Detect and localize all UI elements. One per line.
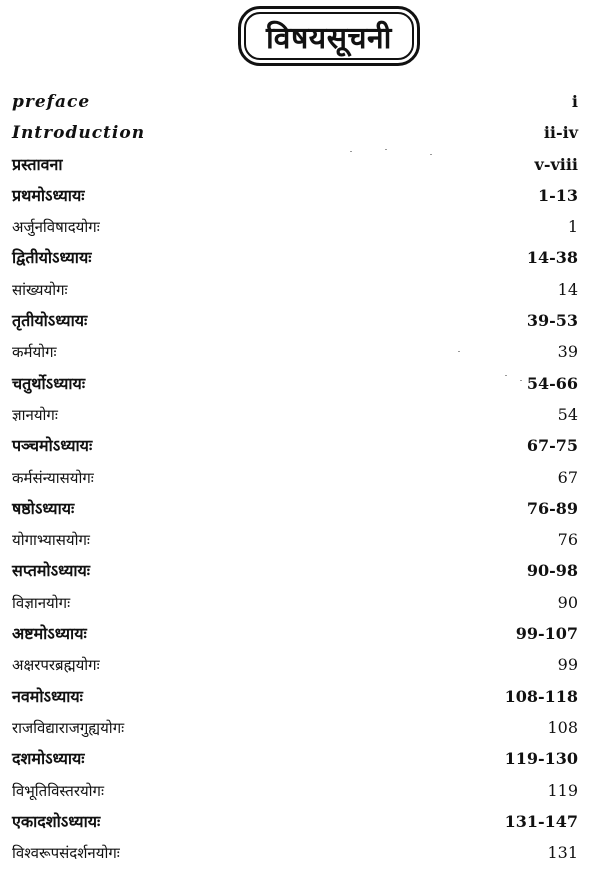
toc-entry [12,180,578,211]
toc-entry [12,493,578,524]
toc-entry [12,336,578,367]
toc-entry [12,681,578,712]
toc-entry [12,743,578,774]
toc-entry [12,368,578,399]
toc-entry [12,86,578,117]
toc-entry-page: 90 [557,592,578,612]
toc-entry-page: 1-13 [537,185,578,205]
toc-entry-label: सांख्ययोगः [12,280,68,299]
toc-entry-label: पञ्चमोऽध्यायः [12,436,93,456]
toc-entry [12,274,578,305]
toc-entry-page: i [571,92,578,111]
toc-entry-page: 131-147 [504,811,578,831]
scan-speck [458,351,460,352]
toc-entry-page: ii-iv [543,123,578,143]
toc-entry [12,837,578,868]
toc-entry-label: तृतीयोऽध्यायः [12,311,88,331]
toc-entry-page: v-viii [534,154,578,174]
page-title-frame [238,6,420,66]
toc-entry-label: द्वितीयोऽध्यायः [12,248,92,268]
toc-entry [12,305,578,336]
toc-entry-page: 119-130 [504,749,578,769]
toc-entry-page: 39 [557,342,578,362]
toc-entry-label: दशमोऽध्यायः [12,749,85,769]
toc-entry-page: 67 [557,467,578,487]
toc-entry [12,211,578,242]
toc-entry [12,430,578,461]
toc-entry-page: 14-38 [526,248,578,268]
scan-speck [350,151,352,152]
toc-entry-label: विभूतिविस्तरयोगः [12,781,105,800]
scan-speck [430,154,432,155]
toc-entry-label: अर्जुनविषादयोगः [12,218,100,237]
toc-entry-label: एकादशोऽध्यायः [12,811,101,831]
page-title: विषयसूचनी [266,20,392,56]
toc-entry [12,587,578,618]
toc-entry-label: चतुर्थोऽध्यायः [12,373,86,393]
toc-entry [12,149,578,180]
toc-entry-page: 1 [567,217,578,237]
toc-entry-label: प्रस्तावना [12,154,63,174]
toc-entry-label: षष्ठोऽध्यायः [12,498,75,518]
toc-entry-label: प्रथमोऽध्यायः [12,185,85,205]
toc-entry [12,712,578,743]
toc-entry-page: 90-98 [526,561,578,581]
toc-entry-page: 131 [547,843,578,863]
toc-entry-label: राजविद्याराजगुह्ययोगः [12,718,125,737]
toc-entry-page: 108 [547,717,578,737]
toc-entry-label: विश्वरूपसंदर्शनयोगः [12,844,120,863]
toc-entry-page: 119 [547,780,578,800]
toc-entry-label: Introduction [12,123,146,144]
toc-entry-page: 76 [557,530,578,550]
toc-entry-label: ज्ञानयोगः [12,405,58,424]
scan-speck [385,149,387,150]
toc-entry-label: नवमोऽध्यायः [12,686,83,706]
toc-entry-page: 54-66 [526,373,578,393]
table-of-contents [12,86,578,868]
toc-entry-page: 99-107 [515,624,578,644]
toc-entry-page: 14 [557,279,578,299]
toc-entry-label: अष्टमोऽध्यायः [12,624,87,644]
toc-entry-label: योगाभ्यासयोगः [12,531,90,550]
toc-entry-label: preface [12,92,91,112]
toc-entry-page: 67-75 [526,436,578,456]
toc-entry-page: 76-89 [526,498,578,518]
toc-entry [12,242,578,273]
toc-entry-label: कर्मयोगः [12,343,57,362]
toc-entry-label: विज्ञानयोगः [12,593,71,612]
toc-entry-label: अक्षरपरब्रह्मयोगः [12,656,100,675]
toc-entry-label: सप्तमोऽध्यायः [12,561,91,581]
scan-speck [505,375,507,376]
toc-entry [12,462,578,493]
toc-entry-page: 39-53 [526,311,578,331]
toc-entry-page: 108-118 [504,686,578,706]
toc-entry [12,649,578,680]
toc-entry [12,806,578,837]
toc-entry [12,618,578,649]
toc-entry-label: कर्मसंन्यासयोगः [12,468,94,487]
toc-entry [12,399,578,430]
toc-entry [12,555,578,586]
toc-entry [12,775,578,806]
toc-entry [12,524,578,555]
toc-entry-page: 99 [557,655,578,675]
toc-entry [12,117,578,148]
scan-speck [520,380,522,381]
toc-entry-page: 54 [557,404,578,424]
